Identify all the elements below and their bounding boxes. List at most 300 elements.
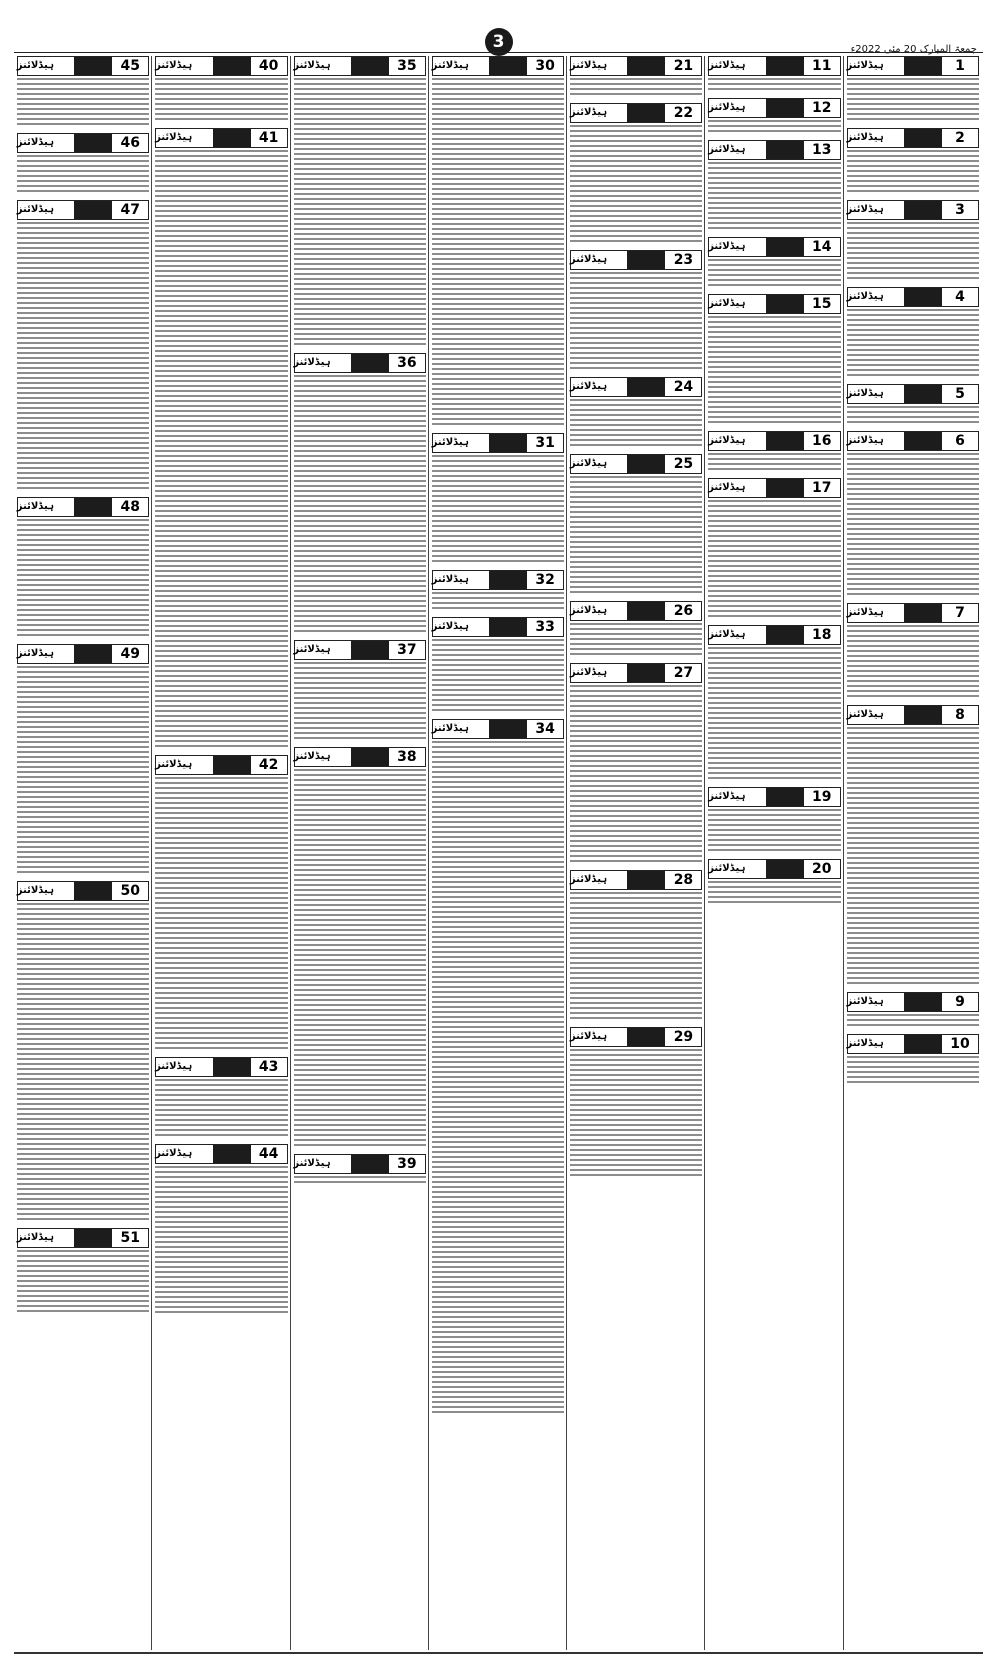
item-number: 45 bbox=[112, 57, 148, 75]
tag-black-bar bbox=[489, 720, 527, 738]
news-item bbox=[155, 755, 287, 1052]
item-number: 21 bbox=[665, 57, 701, 75]
news-item bbox=[847, 200, 979, 282]
item-number: 28 bbox=[665, 871, 701, 889]
item-number: 42 bbox=[251, 756, 287, 774]
item-label: ہیڈلائنز bbox=[846, 388, 884, 399]
tag-black-bar bbox=[766, 479, 804, 497]
news-item bbox=[155, 1057, 287, 1139]
news-text-block bbox=[17, 666, 149, 876]
item-number: 29 bbox=[665, 1028, 701, 1046]
item-label: ہیڈلائنز bbox=[16, 137, 55, 148]
footer-rule bbox=[14, 1652, 983, 1654]
news-item bbox=[847, 128, 979, 195]
item-number: 1 bbox=[942, 57, 978, 75]
news-columns bbox=[14, 56, 982, 1650]
item-label: ہیڈلائنز bbox=[569, 874, 608, 885]
news-text-block bbox=[17, 903, 149, 1223]
item-number-tag bbox=[17, 881, 149, 901]
issue-date: جمعۃ المبارک 20 مئی 2022ء bbox=[850, 44, 977, 55]
news-text-block bbox=[570, 623, 702, 658]
tag-black-bar bbox=[489, 618, 527, 636]
news-text-block bbox=[570, 272, 702, 372]
column-divider bbox=[151, 56, 152, 1650]
item-number-tag bbox=[847, 431, 979, 451]
news-text-block bbox=[432, 592, 564, 612]
item-number-tag bbox=[847, 128, 979, 148]
item-label: ہیڈلائنز bbox=[846, 435, 884, 446]
item-label: ہیڈلائنز bbox=[846, 607, 884, 618]
news-item bbox=[432, 570, 564, 612]
item-number-tag bbox=[847, 992, 979, 1012]
tag-black-bar bbox=[904, 129, 942, 147]
item-label: ہیڈلائنز bbox=[846, 709, 884, 720]
news-text-block bbox=[847, 727, 979, 987]
item-label: ہیڈلائنز bbox=[155, 759, 193, 770]
item-label: ہیڈلائنز bbox=[16, 1232, 55, 1243]
item-number: 49 bbox=[112, 645, 148, 663]
item-number-tag bbox=[155, 755, 287, 775]
item-label: ہیڈلائنز bbox=[846, 1038, 884, 1049]
news-item bbox=[570, 377, 702, 449]
news-text-block bbox=[155, 777, 287, 1052]
item-number: 44 bbox=[251, 1145, 287, 1163]
item-label: ہیڈلائنز bbox=[431, 574, 469, 585]
item-number-tag bbox=[17, 133, 149, 153]
news-item bbox=[708, 98, 840, 135]
item-label: ہیڈلائنز bbox=[16, 60, 55, 71]
news-text-block bbox=[294, 375, 426, 635]
item-number-tag bbox=[708, 859, 840, 879]
item-number-tag bbox=[570, 377, 702, 397]
item-number-tag bbox=[847, 603, 979, 623]
item-number-tag bbox=[432, 617, 564, 637]
news-text-block bbox=[847, 1056, 979, 1086]
news-item bbox=[570, 870, 702, 1022]
item-number-tag bbox=[17, 200, 149, 220]
news-text-block bbox=[17, 155, 149, 195]
news-item bbox=[17, 881, 149, 1223]
news-item bbox=[432, 56, 564, 428]
item-label: ہیڈلائنز bbox=[846, 60, 884, 71]
tag-black-bar bbox=[489, 434, 527, 452]
tag-black-bar bbox=[213, 57, 251, 75]
item-number: 41 bbox=[251, 129, 287, 147]
item-number-tag bbox=[708, 140, 840, 160]
news-item bbox=[294, 640, 426, 742]
item-label: ہیڈلائنز bbox=[708, 60, 746, 71]
news-text-block bbox=[847, 1014, 979, 1029]
item-number: 40 bbox=[251, 57, 287, 75]
item-number: 6 bbox=[942, 432, 978, 450]
item-number-tag bbox=[570, 56, 702, 76]
item-number-tag bbox=[847, 705, 979, 725]
news-column bbox=[291, 56, 429, 1650]
item-number-tag bbox=[570, 870, 702, 890]
tag-black-bar bbox=[627, 378, 665, 396]
tag-black-bar bbox=[627, 1028, 665, 1046]
item-number: 43 bbox=[251, 1058, 287, 1076]
item-label: ہیڈلائنز bbox=[569, 381, 608, 392]
tag-black-bar bbox=[904, 57, 942, 75]
tag-black-bar bbox=[74, 57, 112, 75]
tag-black-bar bbox=[904, 604, 942, 622]
item-number-tag bbox=[17, 497, 149, 517]
tag-black-bar bbox=[904, 1035, 942, 1053]
news-text-block bbox=[155, 78, 287, 123]
item-number-tag bbox=[294, 56, 426, 76]
tag-black-bar bbox=[904, 432, 942, 450]
news-column bbox=[844, 56, 982, 1650]
news-item bbox=[847, 1034, 979, 1086]
news-item bbox=[570, 250, 702, 372]
news-text-block bbox=[708, 162, 840, 232]
news-column bbox=[14, 56, 152, 1650]
item-number: 7 bbox=[942, 604, 978, 622]
item-number: 33 bbox=[527, 618, 563, 636]
item-number-tag bbox=[155, 1144, 287, 1164]
item-number-tag bbox=[847, 200, 979, 220]
news-item bbox=[570, 1027, 702, 1179]
item-label: ہیڈلائنز bbox=[155, 132, 193, 143]
news-text-block bbox=[155, 150, 287, 750]
tag-black-bar bbox=[766, 295, 804, 313]
tag-black-bar bbox=[351, 748, 389, 766]
item-label: ہیڈلائنز bbox=[569, 60, 608, 71]
news-text-block bbox=[432, 78, 564, 428]
item-number-tag bbox=[708, 478, 840, 498]
tag-black-bar bbox=[904, 385, 942, 403]
tag-black-bar bbox=[74, 645, 112, 663]
item-number-tag bbox=[432, 719, 564, 739]
news-item bbox=[708, 140, 840, 232]
item-number: 27 bbox=[665, 664, 701, 682]
news-item bbox=[17, 56, 149, 128]
column-divider bbox=[843, 56, 844, 1650]
news-item bbox=[17, 133, 149, 195]
item-number-tag bbox=[570, 1027, 702, 1047]
news-item bbox=[708, 431, 840, 473]
item-number: 32 bbox=[527, 571, 563, 589]
item-label: ہیڈلائنز bbox=[708, 482, 746, 493]
news-text-block bbox=[847, 406, 979, 426]
news-item bbox=[17, 644, 149, 876]
item-number-tag bbox=[847, 56, 979, 76]
tag-black-bar bbox=[766, 57, 804, 75]
tag-black-bar bbox=[489, 571, 527, 589]
item-number: 31 bbox=[527, 434, 563, 452]
item-number: 30 bbox=[527, 57, 563, 75]
tag-black-bar bbox=[766, 238, 804, 256]
item-label: ہیڈلائنز bbox=[431, 621, 469, 632]
item-number: 3 bbox=[942, 201, 978, 219]
news-text-block bbox=[294, 78, 426, 348]
column-divider bbox=[290, 56, 291, 1650]
item-number-tag bbox=[847, 1034, 979, 1054]
tag-black-bar bbox=[489, 57, 527, 75]
column-divider bbox=[566, 56, 567, 1650]
item-number-tag bbox=[847, 384, 979, 404]
item-number: 46 bbox=[112, 134, 148, 152]
news-item bbox=[294, 747, 426, 1149]
news-text-block bbox=[17, 222, 149, 492]
item-number-tag bbox=[17, 644, 149, 664]
item-number: 23 bbox=[665, 251, 701, 269]
item-label: ہیڈلائنز bbox=[708, 791, 746, 802]
item-label: ہیڈلائنز bbox=[16, 885, 55, 896]
news-text-block bbox=[708, 881, 840, 906]
news-item bbox=[570, 56, 702, 98]
news-item bbox=[570, 601, 702, 658]
item-number: 13 bbox=[804, 141, 840, 159]
news-text-block bbox=[708, 259, 840, 289]
item-label: ہیڈلائنز bbox=[846, 996, 884, 1007]
news-item bbox=[570, 454, 702, 596]
item-number-tag bbox=[294, 353, 426, 373]
item-number: 34 bbox=[527, 720, 563, 738]
news-text-block bbox=[570, 399, 702, 449]
tag-black-bar bbox=[627, 104, 665, 122]
news-item bbox=[155, 1144, 287, 1316]
news-text-block bbox=[155, 1166, 287, 1316]
tag-black-bar bbox=[351, 641, 389, 659]
tag-black-bar bbox=[904, 201, 942, 219]
item-label: ہیڈلائنز bbox=[846, 204, 884, 215]
item-label: ہیڈلائنز bbox=[293, 644, 331, 655]
item-number-tag bbox=[432, 433, 564, 453]
news-item bbox=[708, 56, 840, 93]
tag-black-bar bbox=[351, 354, 389, 372]
tag-black-bar bbox=[627, 57, 665, 75]
item-number-tag bbox=[708, 294, 840, 314]
item-label: ہیڈلائنز bbox=[293, 357, 331, 368]
item-label: ہیڈلائنز bbox=[16, 501, 55, 512]
item-label: ہیڈلائنز bbox=[293, 1158, 331, 1169]
news-item bbox=[294, 56, 426, 348]
news-text-block bbox=[708, 500, 840, 620]
item-number: 36 bbox=[389, 354, 425, 372]
news-item bbox=[294, 1154, 426, 1186]
news-item bbox=[708, 294, 840, 426]
item-number-tag bbox=[708, 431, 840, 451]
item-number: 4 bbox=[942, 288, 978, 306]
news-item bbox=[708, 237, 840, 289]
tag-black-bar bbox=[627, 251, 665, 269]
news-text-block bbox=[708, 453, 840, 473]
header-rule bbox=[14, 52, 983, 53]
item-label: ہیڈلائنز bbox=[155, 1148, 193, 1159]
item-label: ہیڈلائنز bbox=[708, 144, 746, 155]
news-text-block bbox=[570, 1049, 702, 1179]
item-label: ہیڈلائنز bbox=[293, 60, 331, 71]
item-number: 47 bbox=[112, 201, 148, 219]
item-number-tag bbox=[570, 601, 702, 621]
tag-black-bar bbox=[74, 134, 112, 152]
item-number: 22 bbox=[665, 104, 701, 122]
item-number: 25 bbox=[665, 455, 701, 473]
item-number-tag bbox=[155, 1057, 287, 1077]
tag-black-bar bbox=[213, 1058, 251, 1076]
tag-black-bar bbox=[351, 1155, 389, 1173]
item-number: 38 bbox=[389, 748, 425, 766]
item-label: ہیڈلائنز bbox=[16, 204, 55, 215]
news-item bbox=[847, 56, 979, 123]
news-item bbox=[847, 384, 979, 426]
news-item bbox=[432, 617, 564, 714]
news-text-block bbox=[294, 1176, 426, 1186]
tag-black-bar bbox=[904, 993, 942, 1011]
item-number: 12 bbox=[804, 99, 840, 117]
news-text-block bbox=[17, 519, 149, 639]
item-number: 39 bbox=[389, 1155, 425, 1173]
tag-black-bar bbox=[74, 882, 112, 900]
column-divider bbox=[428, 56, 429, 1650]
item-label: ہیڈلائنز bbox=[708, 102, 746, 113]
tag-black-bar bbox=[766, 626, 804, 644]
tag-black-bar bbox=[213, 1145, 251, 1163]
tag-black-bar bbox=[766, 860, 804, 878]
item-number: 37 bbox=[389, 641, 425, 659]
item-label: ہیڈلائنز bbox=[155, 1061, 193, 1072]
news-text-block bbox=[432, 455, 564, 565]
tag-black-bar bbox=[766, 99, 804, 117]
item-number-tag bbox=[17, 1228, 149, 1248]
news-text-block bbox=[570, 125, 702, 245]
item-number-tag bbox=[17, 56, 149, 76]
news-column bbox=[152, 56, 290, 1650]
news-item bbox=[294, 353, 426, 635]
news-item bbox=[570, 103, 702, 245]
news-item bbox=[847, 705, 979, 987]
item-label: ہیڈلائنز bbox=[569, 605, 608, 616]
item-number: 15 bbox=[804, 295, 840, 313]
news-text-block bbox=[847, 453, 979, 598]
news-text-block bbox=[17, 1250, 149, 1315]
news-text-block bbox=[432, 741, 564, 1416]
item-label: ہیڈلائنز bbox=[708, 435, 746, 446]
item-label: ہیڈلائنز bbox=[708, 241, 746, 252]
item-number: 2 bbox=[942, 129, 978, 147]
news-text-block bbox=[432, 639, 564, 714]
tag-black-bar bbox=[766, 141, 804, 159]
news-text-block bbox=[847, 78, 979, 123]
item-label: ہیڈلائنز bbox=[708, 863, 746, 874]
news-text-block bbox=[847, 222, 979, 282]
news-text-block bbox=[570, 476, 702, 596]
tag-black-bar bbox=[627, 455, 665, 473]
news-item bbox=[847, 287, 979, 379]
news-item bbox=[847, 992, 979, 1029]
news-item bbox=[847, 603, 979, 700]
item-number: 17 bbox=[804, 479, 840, 497]
item-number-tag bbox=[155, 128, 287, 148]
news-text-block bbox=[17, 78, 149, 128]
item-label: ہیڈلائنز bbox=[569, 458, 608, 469]
item-label: ہیڈلائنز bbox=[431, 723, 469, 734]
item-number: 26 bbox=[665, 602, 701, 620]
news-text-block bbox=[570, 685, 702, 865]
item-number: 16 bbox=[804, 432, 840, 450]
news-text-block bbox=[708, 78, 840, 93]
item-label: ہیڈلائنز bbox=[708, 298, 746, 309]
item-number: 35 bbox=[389, 57, 425, 75]
news-item bbox=[155, 56, 287, 123]
news-column bbox=[567, 56, 705, 1650]
item-number-tag bbox=[570, 663, 702, 683]
item-label: ہیڈلائنز bbox=[293, 751, 331, 762]
page-number-badge: 3 bbox=[485, 28, 513, 56]
item-number-tag bbox=[155, 56, 287, 76]
item-label: ہیڈلائنز bbox=[708, 629, 746, 640]
news-item bbox=[708, 859, 840, 906]
news-text-block bbox=[294, 662, 426, 742]
news-column bbox=[429, 56, 567, 1650]
item-label: ہیڈلائنز bbox=[569, 254, 608, 265]
tag-black-bar bbox=[74, 1229, 112, 1247]
item-number-tag bbox=[847, 287, 979, 307]
news-item bbox=[708, 478, 840, 620]
item-number-tag bbox=[708, 237, 840, 257]
news-item bbox=[155, 128, 287, 750]
item-label: ہیڈلائنز bbox=[846, 132, 884, 143]
item-number-tag bbox=[708, 625, 840, 645]
item-number-tag bbox=[570, 103, 702, 123]
news-text-block bbox=[708, 809, 840, 854]
item-number: 20 bbox=[804, 860, 840, 878]
news-text-block bbox=[294, 769, 426, 1149]
news-item bbox=[570, 663, 702, 865]
item-number-tag bbox=[294, 1154, 426, 1174]
item-number: 8 bbox=[942, 706, 978, 724]
news-item bbox=[17, 497, 149, 639]
tag-black-bar bbox=[74, 498, 112, 516]
news-item bbox=[708, 625, 840, 782]
item-number: 50 bbox=[112, 882, 148, 900]
item-label: ہیڈلائنز bbox=[155, 60, 193, 71]
news-column bbox=[705, 56, 843, 1650]
item-number: 24 bbox=[665, 378, 701, 396]
tag-black-bar bbox=[213, 756, 251, 774]
item-number-tag bbox=[708, 787, 840, 807]
item-number-tag bbox=[294, 747, 426, 767]
news-text-block bbox=[847, 625, 979, 700]
tag-black-bar bbox=[74, 201, 112, 219]
news-text-block bbox=[708, 120, 840, 135]
news-text-block bbox=[708, 316, 840, 426]
news-text-block bbox=[570, 78, 702, 98]
item-number-tag bbox=[570, 454, 702, 474]
item-number-tag bbox=[708, 98, 840, 118]
news-item bbox=[17, 200, 149, 492]
news-text-block bbox=[570, 892, 702, 1022]
news-item bbox=[432, 719, 564, 1416]
tag-black-bar bbox=[904, 288, 942, 306]
item-number-tag bbox=[432, 570, 564, 590]
item-label: ہیڈلائنز bbox=[569, 667, 608, 678]
item-number-tag bbox=[708, 56, 840, 76]
item-number: 10 bbox=[942, 1035, 978, 1053]
news-text-block bbox=[847, 150, 979, 195]
news-item bbox=[17, 1228, 149, 1315]
news-text-block bbox=[708, 647, 840, 782]
item-label: ہیڈلائنز bbox=[569, 107, 608, 118]
news-item bbox=[708, 787, 840, 854]
item-number: 18 bbox=[804, 626, 840, 644]
item-number: 14 bbox=[804, 238, 840, 256]
item-number: 19 bbox=[804, 788, 840, 806]
item-label: ہیڈلائنز bbox=[846, 291, 884, 302]
item-number-tag bbox=[432, 56, 564, 76]
